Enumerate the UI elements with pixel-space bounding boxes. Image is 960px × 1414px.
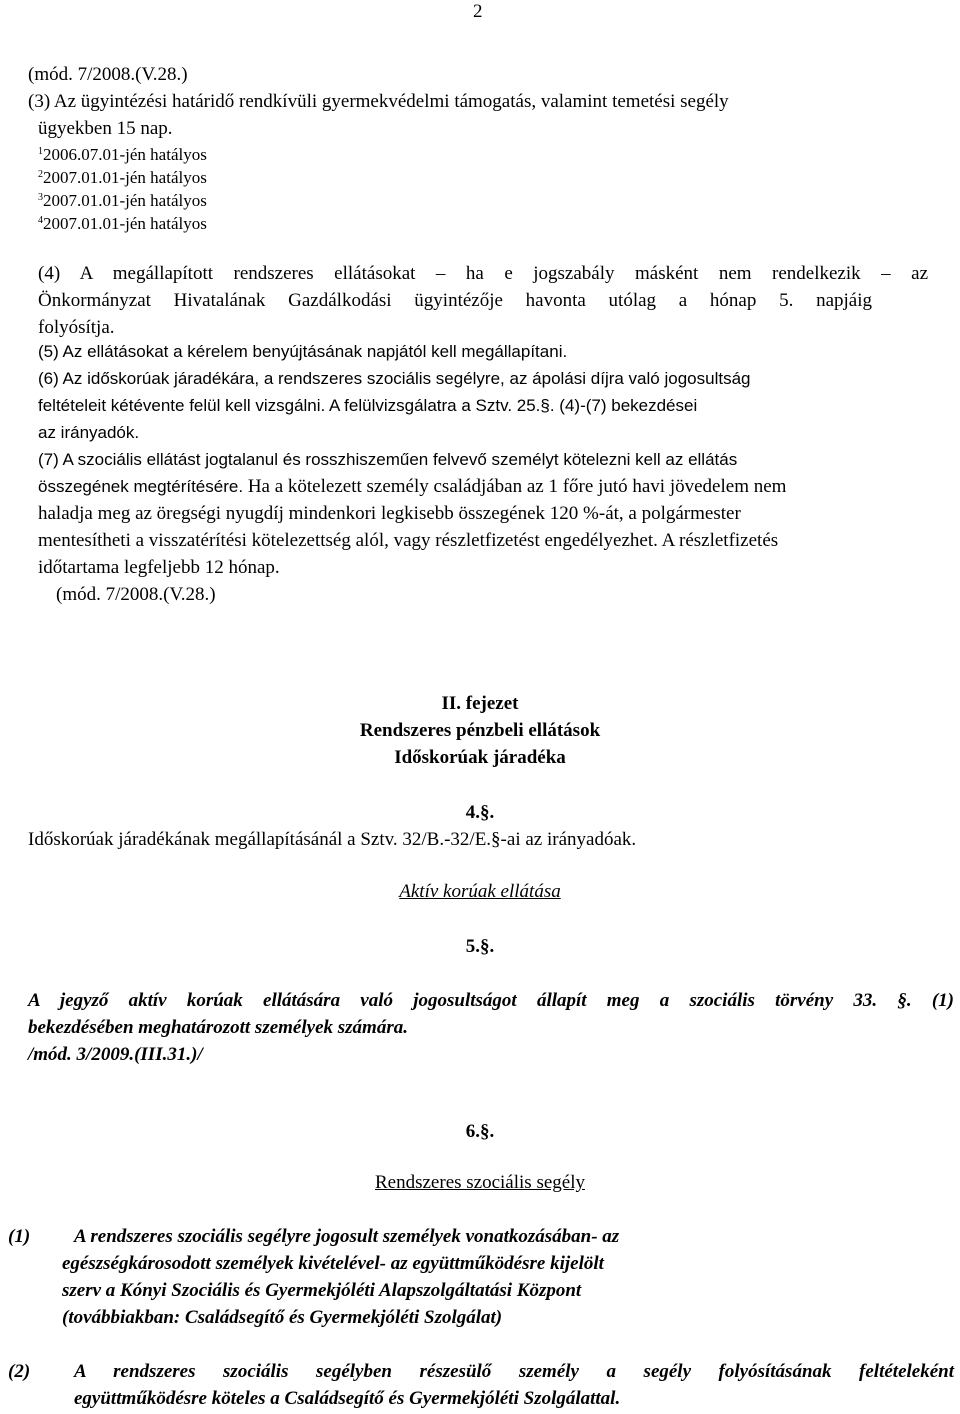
paragraph-7-line-4: mentesítheti a visszatérítési kötelezettség alól, vagy részletfizetést engedélyezhet. A részletfizetés — [38, 530, 779, 551]
section-6-item-2-number: (2) — [8, 1361, 31, 1382]
chapter-number: II. fejezet — [441, 693, 519, 714]
footnote-marker: 1 — [38, 146, 43, 157]
section-4-heading: 4.§. — [465, 802, 495, 823]
paragraph-4-line-3: folyósítja. — [38, 317, 115, 338]
paragraph-7-line-2 — [38, 477, 786, 496]
footnote-1 — [38, 146, 207, 163]
footnote-text: 2007.01.01-jén hatályos — [43, 214, 207, 233]
section-6-item-1-number: (1) — [8, 1226, 31, 1247]
paragraph-5: (5) Az ellátásokat a kérelem benyújtásának napjától kell megállapítani. — [38, 342, 568, 361]
section-6-item-2-line-1: A rendszeres szociális segélyben részesülő személy a segély folyósításának feltételeként — [74, 1361, 954, 1382]
footnote-marker: 3 — [38, 192, 43, 203]
footnote-text: 2007.01.01-jén hatályos — [43, 168, 207, 187]
section-6-item-1-line-3: szerv a Kónyi Szociális és Gyermekjóléti Alapszolgáltatási Központ — [62, 1280, 582, 1301]
paragraph-7-part-a: összegének megtérítésére. — [38, 477, 244, 496]
section-6-title: Rendszeres szociális segély — [375, 1172, 585, 1193]
paragraph-6-line-3: az irányadók. — [38, 423, 140, 442]
paragraph-4-line-1: (4) A megállapított rendszeres ellátásokat – ha e jogszabály másként nem rendelkezik – az — [38, 263, 928, 284]
paragraph-3-line-2: ügyekben 15 nap. — [38, 118, 173, 139]
footnote-marker: 2 — [38, 169, 43, 180]
paragraph-3-line-1: (3) Az ügyintézési határidő rendkívüli gyermekvédelmi támogatás, valamint temetési segély — [28, 91, 729, 112]
section-6-item-1-line-4: (továbbiakban: Családsegítő és Gyermekjóléti Szolgálat) — [62, 1307, 503, 1328]
footnote-marker: 4 — [38, 215, 43, 226]
section-4-text: Időskorúak járadékának megállapításánál a Sztv. 32/B.-32/E.§-ai az irányadóak. — [28, 829, 637, 850]
section-6-item-1-line-1: A rendszeres szociális segélyre jogosult személyek vonatkozásában- az — [74, 1226, 620, 1247]
section-5-amendment: /mód. 3/2009.(III.31.)/ — [28, 1044, 203, 1065]
amendment-note-top: (mód. 7/2008.(V.28.) — [28, 64, 188, 85]
footnote-text: 2006.07.01-jén hatályos — [43, 145, 207, 164]
paragraph-7-part-b: Ha a kötelezett személy családjában az 1 főre jutó havi jövedelem nem — [243, 476, 787, 497]
section-6-heading: 6.§. — [465, 1121, 495, 1142]
paragraph-7-amendment: (mód. 7/2008.(V.28.) — [56, 584, 216, 605]
active-age-heading: Aktív korúak ellátása — [399, 881, 561, 902]
paragraph-7-line-1: (7) A szociális ellátást jogtalanul és rosszhiszeműen felvevő személyt kötelezni kell az ellátás — [38, 450, 738, 469]
chapter-subtitle: Időskorúak járadéka — [394, 747, 566, 768]
paragraph-6-line-2: feltételeit kétévente felül kell vizsgálni. A felülvizsgálatra a Sztv. 25.§. (4)-(7) bekezdései — [38, 396, 698, 415]
footnote-2 — [38, 169, 207, 186]
section-5-line-2: bekezdésében meghatározott személyek számára. — [28, 1017, 408, 1038]
section-5-heading: 5.§. — [465, 936, 495, 957]
section-6-item-2-line-2: együttműködésre köteles a Családsegítő és Gyermekjóléti Szolgálattal. — [74, 1388, 621, 1409]
section-5-line-1: A jegyző aktív korúak ellátására való jogosultságot állapít meg a szociális törvény 33. §. (1) — [28, 990, 954, 1011]
paragraph-7-line-3: haladja meg az öregségi nyugdíj mindenkori legkisebb összegének 120 %-át, a polgármester — [38, 503, 741, 524]
paragraph-4-line-2: Önkormányzat Hivatalának Gazdálkodási ügyintézője havonta utólag a hónap 5. napjáig — [38, 290, 872, 311]
footnote-text: 2007.01.01-jén hatályos — [43, 191, 207, 210]
chapter-title: Rendszeres pénzbeli ellátások — [359, 720, 601, 741]
page-number: 2 — [473, 1, 483, 22]
footnote-3 — [38, 192, 207, 209]
paragraph-7-line-5: időtartama legfeljebb 12 hónap. — [38, 557, 280, 578]
footnote-4 — [38, 215, 207, 232]
section-6-item-1-line-2: egészségkárosodott személyek kivételével- az együttműködésre kijelölt — [62, 1253, 604, 1274]
paragraph-6-line-1: (6) Az időskorúak járadékára, a rendszeres szociális segélyre, az ápolási díjra való jogosultság — [38, 369, 751, 388]
